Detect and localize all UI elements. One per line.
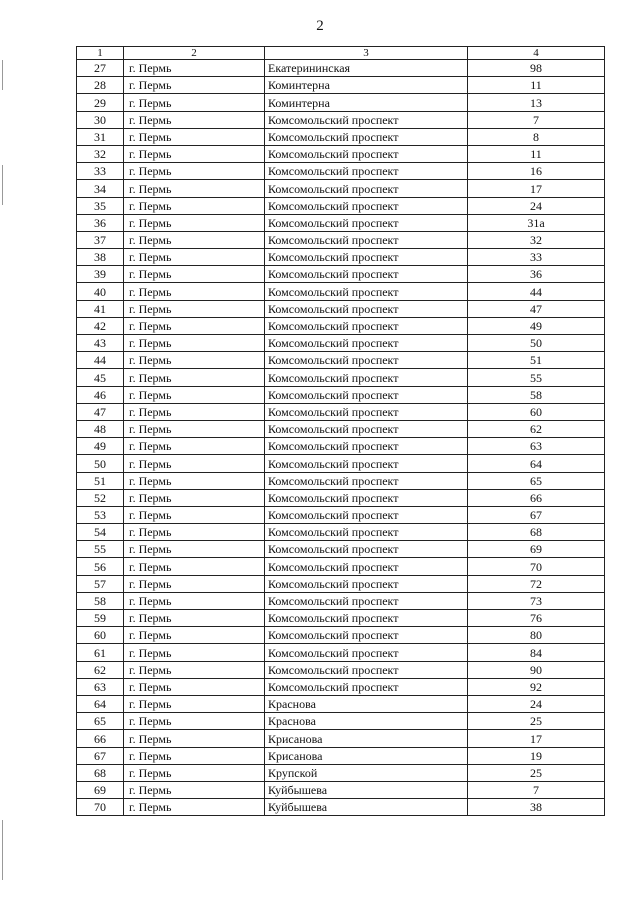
table-row — [77, 420, 605, 437]
row-number: 49 — [77, 438, 124, 455]
row-number: 64 — [77, 695, 124, 712]
row-street: Комсомольский проспект — [265, 335, 468, 352]
row-city: г. Пермь — [124, 592, 265, 609]
row-house-number: 50 — [468, 335, 605, 352]
row-number: 27 — [77, 60, 124, 77]
row-city: г. Пермь — [124, 661, 265, 678]
table-row — [77, 610, 605, 627]
table-row — [77, 627, 605, 644]
row-house-number: 62 — [468, 420, 605, 437]
row-street: Комсомольский проспект — [265, 231, 468, 248]
row-number: 43 — [77, 335, 124, 352]
row-house-number: 25 — [468, 764, 605, 781]
row-house-number: 13 — [468, 94, 605, 111]
row-city: г. Пермь — [124, 60, 265, 77]
table-row — [77, 386, 605, 403]
row-house-number: 92 — [468, 678, 605, 695]
row-city: г. Пермь — [124, 386, 265, 403]
row-street: Комсомольский проспект — [265, 283, 468, 300]
row-house-number: 17 — [468, 180, 605, 197]
row-street: Комсомольский проспект — [265, 197, 468, 214]
scan-edge-mark — [2, 165, 3, 205]
row-number: 42 — [77, 317, 124, 334]
table-row — [77, 506, 605, 523]
row-street: Комсомольский проспект — [265, 300, 468, 317]
row-street: Комсомольский проспект — [265, 627, 468, 644]
row-number: 40 — [77, 283, 124, 300]
table-row — [77, 781, 605, 798]
row-street: Комсомольский проспект — [265, 455, 468, 472]
row-number: 29 — [77, 94, 124, 111]
table-row — [77, 197, 605, 214]
row-street: Комсомольский проспект — [265, 266, 468, 283]
row-city: г. Пермь — [124, 764, 265, 781]
row-house-number: 17 — [468, 730, 605, 747]
table-row — [77, 799, 605, 816]
row-street: Комсомольский проспект — [265, 111, 468, 128]
page-number: 2 — [316, 18, 324, 34]
row-street: Комсомольский проспект — [265, 145, 468, 162]
row-street: Коминтерна — [265, 94, 468, 111]
row-city: г. Пермь — [124, 163, 265, 180]
row-street: Комсомольский проспект — [265, 541, 468, 558]
row-street: Комсомольский проспект — [265, 403, 468, 420]
row-street: Комсомольский проспект — [265, 128, 468, 145]
row-house-number: 11 — [468, 77, 605, 94]
row-number: 51 — [77, 472, 124, 489]
row-number: 69 — [77, 781, 124, 798]
row-number: 58 — [77, 592, 124, 609]
row-street: Комсомольский проспект — [265, 369, 468, 386]
table-row — [77, 231, 605, 248]
table-row — [77, 300, 605, 317]
table-row — [77, 369, 605, 386]
row-house-number: 36 — [468, 266, 605, 283]
table-row — [77, 678, 605, 695]
row-house-number: 70 — [468, 558, 605, 575]
table-row — [77, 249, 605, 266]
row-street: Комсомольский проспект — [265, 386, 468, 403]
row-number: 34 — [77, 180, 124, 197]
row-city: г. Пермь — [124, 644, 265, 661]
row-city: г. Пермь — [124, 300, 265, 317]
row-house-number: 76 — [468, 610, 605, 627]
row-city: г. Пермь — [124, 352, 265, 369]
row-street: Комсомольский проспект — [265, 661, 468, 678]
row-house-number: 51 — [468, 352, 605, 369]
row-house-number: 47 — [468, 300, 605, 317]
table-row — [77, 661, 605, 678]
row-house-number: 72 — [468, 575, 605, 592]
table-row — [77, 335, 605, 352]
table-row — [77, 455, 605, 472]
row-number: 35 — [77, 197, 124, 214]
row-number: 28 — [77, 77, 124, 94]
table-row — [77, 558, 605, 575]
row-number: 70 — [77, 799, 124, 816]
row-number: 63 — [77, 678, 124, 695]
row-city: г. Пермь — [124, 695, 265, 712]
table-row — [77, 764, 605, 781]
table-row — [77, 524, 605, 541]
table-row — [77, 163, 605, 180]
row-house-number: 64 — [468, 455, 605, 472]
row-number: 67 — [77, 747, 124, 764]
row-street: Крисанова — [265, 730, 468, 747]
row-number: 66 — [77, 730, 124, 747]
row-house-number: 55 — [468, 369, 605, 386]
row-city: г. Пермь — [124, 799, 265, 816]
row-street: Комсомольский проспект — [265, 420, 468, 437]
row-street: Комсомольский проспект — [265, 506, 468, 523]
row-street: Краснова — [265, 713, 468, 730]
row-city: г. Пермь — [124, 678, 265, 695]
row-house-number: 63 — [468, 438, 605, 455]
row-city: г. Пермь — [124, 266, 265, 283]
table-row — [77, 94, 605, 111]
row-city: г. Пермь — [124, 403, 265, 420]
row-number: 47 — [77, 403, 124, 420]
row-street: Комсомольский проспект — [265, 163, 468, 180]
table-row — [77, 77, 605, 94]
row-street: Комсомольский проспект — [265, 678, 468, 695]
row-house-number: 98 — [468, 60, 605, 77]
table-row — [77, 713, 605, 730]
table-row — [77, 128, 605, 145]
row-house-number: 8 — [468, 128, 605, 145]
row-street: Комсомольский проспект — [265, 644, 468, 661]
row-house-number: 73 — [468, 592, 605, 609]
row-city: г. Пермь — [124, 283, 265, 300]
row-city: г. Пермь — [124, 94, 265, 111]
table-row — [77, 489, 605, 506]
row-number: 32 — [77, 145, 124, 162]
table-row — [77, 352, 605, 369]
row-number: 52 — [77, 489, 124, 506]
row-city: г. Пермь — [124, 524, 265, 541]
row-number: 59 — [77, 610, 124, 627]
row-number: 46 — [77, 386, 124, 403]
row-city: г. Пермь — [124, 249, 265, 266]
row-house-number: 80 — [468, 627, 605, 644]
row-number: 31 — [77, 128, 124, 145]
address-table — [76, 46, 605, 816]
row-number: 68 — [77, 764, 124, 781]
row-house-number: 67 — [468, 506, 605, 523]
row-house-number: 7 — [468, 111, 605, 128]
row-number: 65 — [77, 713, 124, 730]
row-house-number: 65 — [468, 472, 605, 489]
row-city: г. Пермь — [124, 627, 265, 644]
row-house-number: 38 — [468, 799, 605, 816]
row-city: г. Пермь — [124, 730, 265, 747]
row-house-number: 49 — [468, 317, 605, 334]
row-street: Крисанова — [265, 747, 468, 764]
header-col-2: 2 — [124, 47, 265, 60]
row-city: г. Пермь — [124, 558, 265, 575]
row-number: 56 — [77, 558, 124, 575]
table-row — [77, 541, 605, 558]
row-house-number: 84 — [468, 644, 605, 661]
row-house-number: 33 — [468, 249, 605, 266]
row-number: 48 — [77, 420, 124, 437]
table-row — [77, 730, 605, 747]
row-city: г. Пермь — [124, 317, 265, 334]
row-number: 55 — [77, 541, 124, 558]
row-house-number: 24 — [468, 695, 605, 712]
row-street: Комсомольский проспект — [265, 249, 468, 266]
row-street: Комсомольский проспект — [265, 524, 468, 541]
row-house-number: 25 — [468, 713, 605, 730]
row-city: г. Пермь — [124, 145, 265, 162]
table-row — [77, 747, 605, 764]
address-table-body — [77, 47, 605, 816]
row-city: г. Пермь — [124, 541, 265, 558]
row-street: Комсомольский проспект — [265, 489, 468, 506]
row-street: Комсомольский проспект — [265, 317, 468, 334]
row-city: г. Пермь — [124, 231, 265, 248]
table-row — [77, 472, 605, 489]
table-row — [77, 145, 605, 162]
row-city: г. Пермь — [124, 197, 265, 214]
table-row — [77, 283, 605, 300]
table-row — [77, 695, 605, 712]
row-house-number: 31а — [468, 214, 605, 231]
row-house-number: 44 — [468, 283, 605, 300]
row-number: 57 — [77, 575, 124, 592]
row-house-number: 32 — [468, 231, 605, 248]
row-street: Крупской — [265, 764, 468, 781]
row-city: г. Пермь — [124, 128, 265, 145]
row-city: г. Пермь — [124, 335, 265, 352]
row-street: Куйбышева — [265, 799, 468, 816]
row-house-number: 60 — [468, 403, 605, 420]
table-row — [77, 644, 605, 661]
table-row — [77, 438, 605, 455]
row-number: 36 — [77, 214, 124, 231]
row-street: Комсомольский проспект — [265, 352, 468, 369]
row-number: 61 — [77, 644, 124, 661]
row-city: г. Пермь — [124, 747, 265, 764]
row-street: Комсомольский проспект — [265, 180, 468, 197]
row-number: 41 — [77, 300, 124, 317]
row-house-number: 66 — [468, 489, 605, 506]
row-city: г. Пермь — [124, 214, 265, 231]
row-number: 45 — [77, 369, 124, 386]
header-col-3: 3 — [265, 47, 468, 60]
table-row — [77, 180, 605, 197]
row-street: Краснова — [265, 695, 468, 712]
row-city: г. Пермь — [124, 111, 265, 128]
row-street: Куйбышева — [265, 781, 468, 798]
row-number: 39 — [77, 266, 124, 283]
scan-edge-mark — [2, 820, 3, 880]
row-street: Комсомольский проспект — [265, 558, 468, 575]
row-house-number: 58 — [468, 386, 605, 403]
table-row — [77, 60, 605, 77]
row-street: Комсомольский проспект — [265, 575, 468, 592]
header-col-1: 1 — [77, 47, 124, 60]
row-house-number: 19 — [468, 747, 605, 764]
row-city: г. Пермь — [124, 455, 265, 472]
row-house-number: 11 — [468, 145, 605, 162]
table-row — [77, 266, 605, 283]
row-house-number: 16 — [468, 163, 605, 180]
row-house-number: 24 — [468, 197, 605, 214]
row-number: 62 — [77, 661, 124, 678]
row-city: г. Пермь — [124, 369, 265, 386]
row-city: г. Пермь — [124, 420, 265, 437]
row-number: 54 — [77, 524, 124, 541]
row-number: 44 — [77, 352, 124, 369]
table-row — [77, 111, 605, 128]
row-street: Комсомольский проспект — [265, 592, 468, 609]
row-number: 60 — [77, 627, 124, 644]
row-city: г. Пермь — [124, 506, 265, 523]
row-house-number: 90 — [468, 661, 605, 678]
row-city: г. Пермь — [124, 472, 265, 489]
row-number: 53 — [77, 506, 124, 523]
row-house-number: 69 — [468, 541, 605, 558]
row-city: г. Пермь — [124, 781, 265, 798]
table-header-row — [77, 47, 605, 60]
scan-edge-mark — [2, 60, 3, 90]
row-street: Комсомольский проспект — [265, 610, 468, 627]
row-number: 50 — [77, 455, 124, 472]
row-house-number: 68 — [468, 524, 605, 541]
row-city: г. Пермь — [124, 77, 265, 94]
table-row — [77, 575, 605, 592]
row-city: г. Пермь — [124, 610, 265, 627]
table-row — [77, 214, 605, 231]
row-city: г. Пермь — [124, 438, 265, 455]
row-street: Екатерининская — [265, 60, 468, 77]
table-row — [77, 317, 605, 334]
row-house-number: 7 — [468, 781, 605, 798]
row-city: г. Пермь — [124, 489, 265, 506]
row-city: г. Пермь — [124, 575, 265, 592]
row-city: г. Пермь — [124, 713, 265, 730]
table-row — [77, 403, 605, 420]
row-street: Коминтерна — [265, 77, 468, 94]
header-col-4: 4 — [468, 47, 605, 60]
row-street: Комсомольский проспект — [265, 214, 468, 231]
row-city: г. Пермь — [124, 180, 265, 197]
row-number: 37 — [77, 231, 124, 248]
row-number: 38 — [77, 249, 124, 266]
table-row — [77, 592, 605, 609]
row-number: 33 — [77, 163, 124, 180]
row-street: Комсомольский проспект — [265, 472, 468, 489]
row-street: Комсомольский проспект — [265, 438, 468, 455]
row-number: 30 — [77, 111, 124, 128]
